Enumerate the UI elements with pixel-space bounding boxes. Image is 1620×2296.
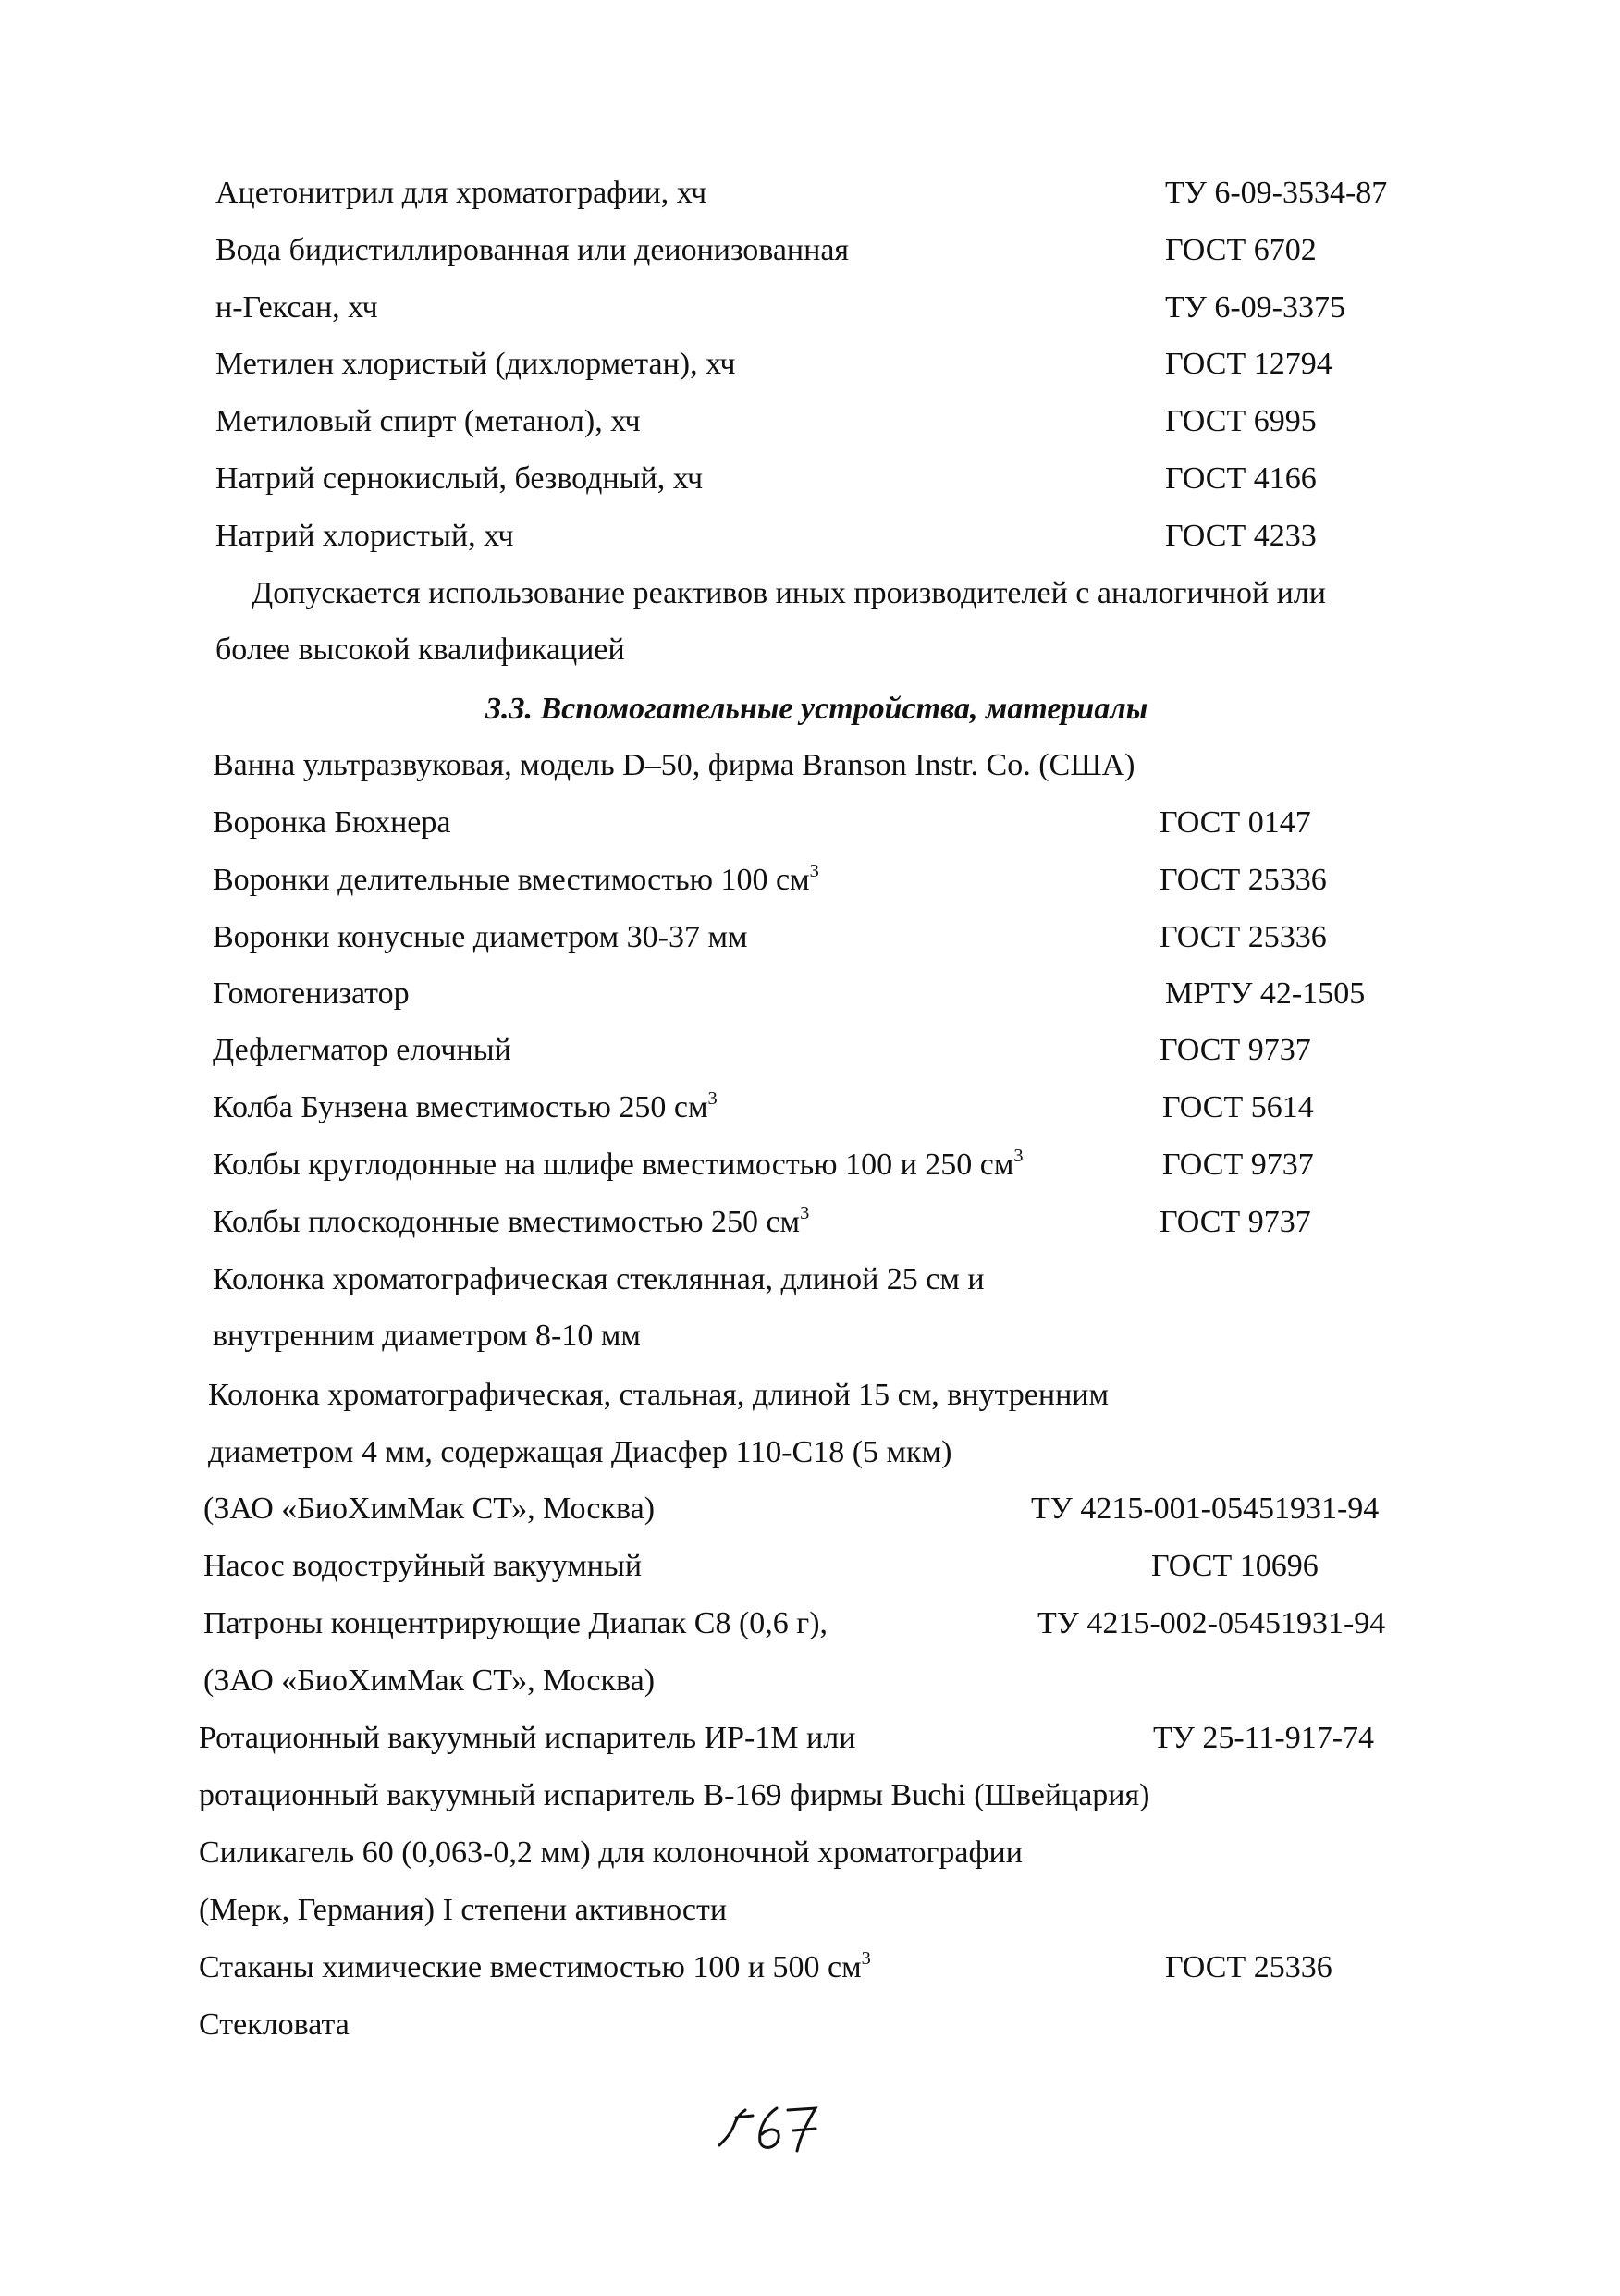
page-number-stroke-2: [760, 2108, 779, 2147]
glass-column-line-2: внутренним диаметром 8-10 мм: [213, 1319, 641, 1353]
equipment-row: [213, 797, 1396, 849]
superscript: 3: [707, 1087, 718, 1109]
reagent-standard: ГОСТ 6995: [1165, 404, 1317, 438]
equipment-row: [213, 1139, 1396, 1191]
silica-line-1: Силикагель 60 (0,063-0,2 мм) для колоночной хроматографии: [199, 1836, 1023, 1870]
equipment-row: [213, 854, 1396, 906]
equipment-row: [203, 1483, 1405, 1535]
equipment-name-with-unit: [213, 1197, 809, 1248]
equipment-standard: ГОСТ 25336: [1165, 1950, 1332, 1984]
equipment-name: Гомогенизатор: [213, 976, 410, 1011]
equipment-name: Воронка Бюхнера: [213, 805, 451, 840]
equipment-standard: ГОСТ 9737: [1162, 1148, 1314, 1182]
reagent-name: Натрий хлористый, хч: [215, 519, 514, 553]
equipment-row: [213, 1082, 1396, 1134]
equipment-standard: МРТУ 42-1505: [1165, 976, 1366, 1011]
superscript: 3: [1013, 1145, 1024, 1166]
note-line-2: более высокой квалификацией: [215, 632, 625, 667]
handwritten-page-number: [712, 2097, 841, 2162]
equipment-standard: ТУ 25-11-917-74: [1153, 1721, 1375, 1755]
superscript: 3: [800, 1202, 810, 1223]
steel-column-line-1: Колонка хроматографическая, стальная, длиной 15 см, внутренним: [208, 1378, 1109, 1412]
equipment-row: [199, 1942, 1401, 1994]
reagent-name: Метиловый спирт (метанол), хч: [215, 404, 641, 438]
equipment-name: (ЗАО «БиоХимМак СТ», Москва): [203, 1492, 656, 1526]
equipment-name: Колба Бунзена вместимостью 250 см: [213, 1090, 708, 1124]
reagent-row: [215, 338, 1399, 390]
equipment-name: Колбы плоскодонные вместимостью 250 см: [213, 1205, 801, 1239]
equipment-standard: ГОСТ 9737: [1160, 1033, 1311, 1067]
equipment-standard: ГОСТ 25336: [1160, 863, 1327, 897]
reagent-standard: ГОСТ 4166: [1165, 461, 1317, 496]
reagent-standard: ГОСТ 4233: [1165, 519, 1317, 553]
superscript: 3: [809, 860, 819, 881]
equipment-bath: Ванна ультразвуковая, модель D–50, фирма Branson Instr. Co. (США): [213, 748, 1135, 782]
reagent-standard: ТУ 6-09-3534-87: [1165, 176, 1388, 210]
equipment-standard: ГОСТ 0147: [1160, 805, 1311, 840]
equipment-name: Дефлегматор елочный: [213, 1033, 511, 1067]
equipment-row: [203, 1598, 1405, 1650]
equipment-name: Патроны концентрирующие Диапак С8 (0,6 г),: [203, 1606, 828, 1640]
equipment-standard: ГОСТ 10696: [1151, 1549, 1319, 1583]
reagent-name: Вода бидистиллированная или деионизованная: [215, 233, 850, 267]
section-heading: 3.3. Вспомогательные устройства, материалы: [485, 692, 1148, 726]
reagent-row: [215, 453, 1399, 505]
equipment-name: Ротационный вакуумный испаритель ИР-1М или: [199, 1721, 856, 1755]
steel-column-line-2: диаметром 4 мм, содержащая Диасфер 110-С18 (5 мкм): [208, 1435, 952, 1469]
reagent-name: н-Гексан, хч: [215, 290, 378, 325]
equipment-standard: ТУ 4215-002-05451931-94: [1037, 1606, 1386, 1640]
reagent-standard: ТУ 6-09-3375: [1165, 290, 1345, 325]
equipment-name: Насос водоструйный вакуумный: [203, 1549, 643, 1583]
equipment-row: [199, 1713, 1401, 1764]
equipment-name-with-unit: [213, 1082, 718, 1134]
reagent-name: Натрий сернокислый, безводный, хч: [215, 461, 704, 496]
equipment-row: [213, 968, 1405, 1020]
note-line-1: Допускается использование реактивов иных производителей с аналогичной или: [252, 576, 1326, 610]
reagent-row: [215, 510, 1399, 562]
equipment-name-with-unit: [213, 854, 819, 906]
reagent-name: Ацетонитрил для хроматографии, хч: [215, 176, 707, 210]
equipment-glass-wool: Стекловата: [199, 2007, 350, 2042]
equipment-name: Колбы круглодонные на шлифе вместимостью 100 и 250 см: [213, 1148, 1014, 1182]
equipment-name: Воронки конусные диаметром 30-37 мм: [213, 920, 748, 954]
page-number-stroke-1: [719, 2110, 753, 2145]
equipment-standard: ГОСТ 9737: [1160, 1205, 1311, 1239]
cartridges-line-2: (ЗАО «БиоХимМак СТ», Москва): [203, 1664, 656, 1698]
silica-line-2: (Мерк, Германия) I степени активности: [199, 1893, 728, 1927]
equipment-standard: ТУ 4215-001-05451931-94: [1031, 1492, 1380, 1526]
glass-column-line-1: Колонка хроматографическая стеклянная, длиной 25 см и: [213, 1262, 985, 1296]
reagent-row: [215, 167, 1399, 219]
reagent-row: [215, 396, 1399, 448]
equipment-row: [213, 912, 1396, 964]
reagent-standard: ГОСТ 12794: [1165, 347, 1332, 381]
equipment-row: [203, 1541, 1405, 1592]
equipment-standard: ГОСТ 5614: [1162, 1090, 1314, 1124]
equipment-name-with-unit: [213, 1139, 1024, 1191]
equipment-standard: ГОСТ 25336: [1160, 920, 1327, 954]
equipment-name: Воронки делительные вместимостью 100 см: [213, 863, 810, 897]
equipment-row: [213, 1197, 1396, 1248]
superscript: 3: [861, 1947, 871, 1969]
equipment-row: [213, 1025, 1396, 1076]
page-number-stroke-3: [788, 2108, 816, 2151]
evaporator-line-2: ротационный вакуумный испаритель В-169 фирмы Buchi (Швейцария): [199, 1778, 1150, 1812]
reagent-row: [215, 282, 1399, 334]
reagent-standard: ГОСТ 6702: [1165, 233, 1317, 267]
reagent-row: [215, 225, 1399, 276]
equipment-name-with-unit: [199, 1942, 871, 1994]
reagent-name: Метилен хлористый (дихлорметан), хч: [215, 347, 736, 381]
equipment-name: Стаканы химические вместимостью 100 и 500 см: [199, 1950, 862, 1984]
